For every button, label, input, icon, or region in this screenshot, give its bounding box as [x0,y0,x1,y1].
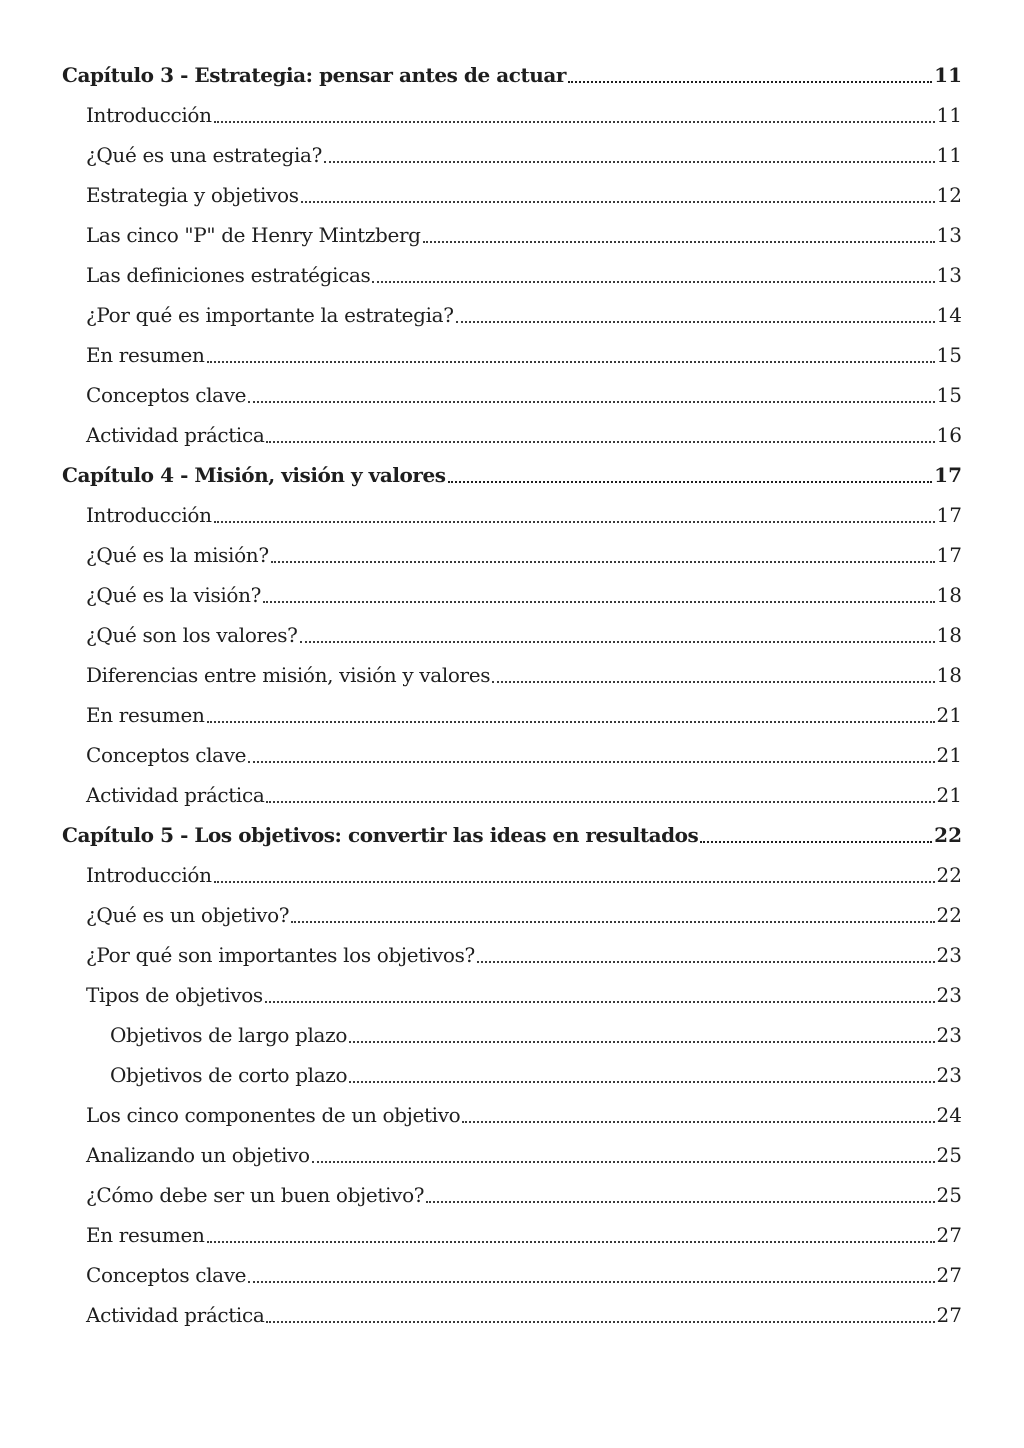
toc-entry-title: En resumen [86,1223,205,1247]
toc-dot-leader [349,1080,934,1083]
toc-chapter-entry[interactable] [62,455,962,495]
toc-dot-leader [207,360,935,363]
toc-entry-page-number: 18 [936,583,962,607]
toc-chapter-entry[interactable] [62,815,962,855]
toc-dot-leader [492,680,934,683]
toc-dot-leader [426,1200,934,1203]
toc-dot-leader [207,1240,935,1243]
toc-dot-leader [477,960,935,963]
toc-section-entry[interactable] [62,615,962,655]
toc-entry-title: Capítulo 5 - Los objetivos: convertir las ideas en resultados [62,823,699,847]
toc-entry-page-number: 23 [936,1063,962,1087]
toc-entry-title: Actividad práctica [86,1303,265,1327]
toc-entry-title: Tipos de objetivos [86,983,263,1007]
toc-subsubsection-entry[interactable] [62,1015,962,1055]
toc-entry-title: Las definiciones estratégicas [86,263,371,287]
toc-dot-leader [423,240,935,243]
toc-entry-page-number: 15 [936,383,962,407]
toc-entry-page-number: 27 [936,1263,962,1287]
toc-section-entry[interactable] [62,695,962,735]
toc-dot-leader [248,1280,934,1283]
toc-entry-page-number: 11 [936,143,962,167]
toc-dot-leader [248,400,934,403]
toc-entry-page-number: 17 [936,503,962,527]
toc-entry-title: Introducción [86,863,212,887]
toc-entry-page-number: 21 [936,743,962,767]
toc-entry-page-number: 11 [934,63,962,87]
toc-section-entry[interactable] [62,95,962,135]
toc-entry-page-number: 25 [936,1143,962,1167]
toc-dot-leader [301,200,935,203]
toc-entry-page-number: 17 [936,543,962,567]
toc-dot-leader [214,120,935,123]
toc-chapter-entry[interactable] [62,55,962,95]
toc-section-entry[interactable] [62,415,962,455]
toc-section-entry[interactable] [62,495,962,535]
toc-entry-page-number: 15 [936,343,962,367]
toc-dot-leader [300,640,935,643]
toc-entry-title: ¿Qué son los valores? [86,623,298,647]
toc-entry-title: Actividad práctica [86,783,265,807]
toc-entry-title: ¿Qué es la visión? [86,583,262,607]
toc-entry-title: Analizando un objetivo [86,1143,310,1167]
toc-dot-leader [700,840,932,843]
toc-section-entry[interactable] [62,1135,962,1175]
toc-entry-page-number: 25 [936,1183,962,1207]
toc-entry-page-number: 27 [936,1223,962,1247]
toc-entry-title: Los cinco componentes de un objetivo [86,1103,461,1127]
toc-section-entry[interactable] [62,535,962,575]
toc-entry-page-number: 23 [936,1023,962,1047]
toc-dot-leader [312,1160,935,1163]
toc-entry-title: Introducción [86,503,212,527]
toc-entry-page-number: 22 [934,823,962,847]
toc-entry-title: Las cinco "P" de Henry Mintzberg [86,223,421,247]
toc-entry-title: ¿Por qué son importantes los objetivos? [86,943,475,967]
toc-entry-page-number: 24 [936,1103,962,1127]
toc-section-entry[interactable] [62,215,962,255]
toc-section-entry[interactable] [62,1295,962,1335]
toc-entry-page-number: 21 [936,783,962,807]
toc-entry-title: Objetivos de largo plazo [110,1023,348,1047]
toc-section-entry[interactable] [62,735,962,775]
toc-entry-page-number: 16 [936,423,962,447]
toc-entry-title: Estrategia y objetivos [86,183,299,207]
toc-entry-title: ¿Cómo debe ser un buen objetivo? [86,1183,425,1207]
toc-entry-page-number: 23 [936,983,962,1007]
toc-section-entry[interactable] [62,295,962,335]
toc-entry-page-number: 22 [936,903,962,927]
toc-entry-page-number: 12 [936,183,962,207]
toc-section-entry[interactable] [62,375,962,415]
toc-dot-leader [248,760,934,763]
toc-entry-title: ¿Por qué es importante la estrategia? [86,303,454,327]
toc-dot-leader [265,1000,935,1003]
toc-section-entry[interactable] [62,1095,962,1135]
toc-section-entry[interactable] [62,1215,962,1255]
toc-entry-page-number: 11 [936,103,962,127]
toc-dot-leader [214,520,935,523]
toc-entry-page-number: 23 [936,943,962,967]
toc-section-entry[interactable] [62,175,962,215]
toc-entry-title: Conceptos clave [86,743,247,767]
toc-section-entry[interactable] [62,255,962,295]
toc-entry-page-number: 14 [936,303,962,327]
toc-entry-title: Introducción [86,103,212,127]
toc-section-entry[interactable] [62,775,962,815]
toc-dot-leader [372,280,934,283]
toc-entry-page-number: 18 [936,663,962,687]
toc-entry-page-number: 21 [936,703,962,727]
toc-entry-page-number: 27 [936,1303,962,1327]
toc-entry-page-number: 13 [936,263,962,287]
toc-dot-leader [349,1040,935,1043]
toc-entry-title: Capítulo 3 - Estrategia: pensar antes de actuar [62,63,566,87]
toc-entry-title: ¿Qué es la misión? [86,543,269,567]
toc-entry-page-number: 17 [934,463,962,487]
toc-dot-leader [271,560,935,563]
toc-entry-title: Conceptos clave [86,1263,247,1287]
toc-entry-title: En resumen [86,343,205,367]
toc-section-entry[interactable] [62,575,962,615]
toc-dot-leader [568,80,932,83]
toc-dot-leader [214,880,935,883]
toc-entry-page-number: 18 [936,623,962,647]
toc-section-entry[interactable] [62,135,962,175]
toc-section-entry[interactable] [62,655,962,695]
toc-section-entry[interactable] [62,1255,962,1295]
toc-entry-title: En resumen [86,703,205,727]
toc-dot-leader [462,1120,934,1123]
toc-dot-leader [207,720,935,723]
toc-entry-page-number: 22 [936,863,962,887]
toc-section-entry[interactable] [62,855,962,895]
toc-dot-leader [266,440,934,443]
toc-entry-title: Objetivos de corto plazo [110,1063,348,1087]
toc-dot-leader [291,920,934,923]
toc-entry-page-number: 13 [936,223,962,247]
toc-dot-leader [448,480,933,483]
toc-section-entry[interactable] [62,975,962,1015]
toc-section-entry[interactable] [62,335,962,375]
toc-entry-title: Conceptos clave [86,383,247,407]
toc-subsubsection-entry[interactable] [62,1055,962,1095]
toc-dot-leader [324,160,935,163]
toc-dot-leader [266,1320,934,1323]
toc-entry-title: ¿Qué es una estrategia? [86,143,322,167]
toc-section-entry[interactable] [62,935,962,975]
toc-entry-title: Actividad práctica [86,423,265,447]
toc-dot-leader [266,800,934,803]
toc-section-entry[interactable] [62,895,962,935]
table-of-contents [62,55,962,1335]
toc-dot-leader [263,600,935,603]
toc-section-entry[interactable] [62,1175,962,1215]
toc-dot-leader [456,320,935,323]
toc-entry-title: Diferencias entre misión, visión y valores [86,663,491,687]
toc-entry-title: Capítulo 4 - Misión, visión y valores [62,463,446,487]
toc-entry-title: ¿Qué es un objetivo? [86,903,290,927]
